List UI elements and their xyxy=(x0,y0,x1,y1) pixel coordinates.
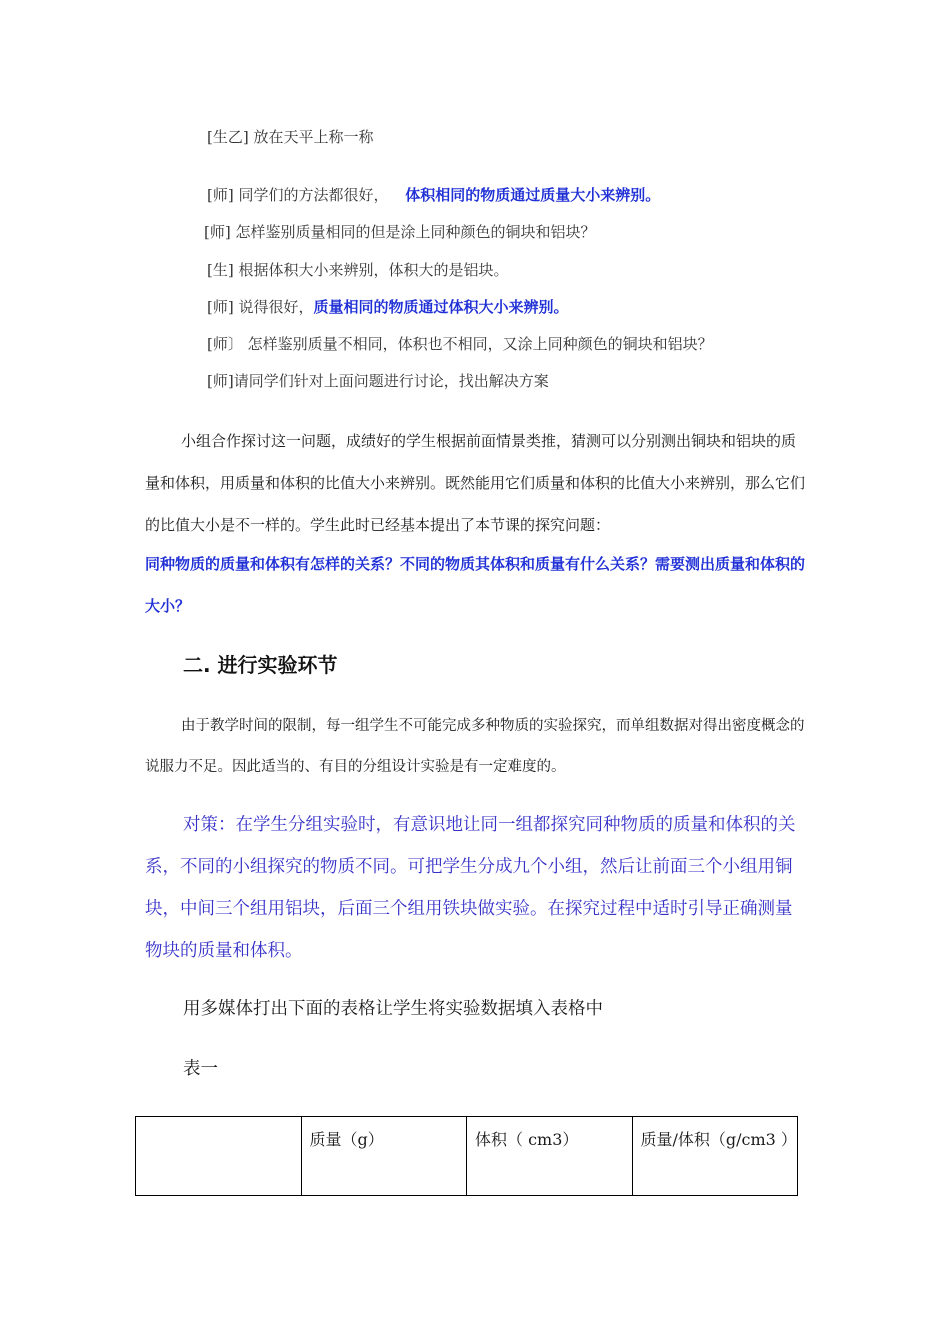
speaker-label: [师〕 xyxy=(207,335,243,353)
dialogue-highlight: 体积相同的物质通过质量大小来辨别。 xyxy=(405,186,661,204)
dialogue-text: 放在天平上称一称 xyxy=(248,128,374,146)
dialogue-text: 说得很好， xyxy=(233,298,314,316)
speaker-label: [师] xyxy=(207,298,234,316)
data-table xyxy=(135,1116,798,1196)
table-header-cell xyxy=(136,1117,302,1196)
strategy-paragraph xyxy=(145,804,805,972)
dialogue-line-7 xyxy=(207,371,549,391)
table-caption: 表一 xyxy=(183,1059,218,1079)
research-question: 同种物质的质量和体积有怎样的关系？不同的物质其体积和质量有什么关系？需要测出质量和体积的大小？ xyxy=(145,555,806,615)
dialogue-text: 同学们的方法都很好， xyxy=(233,186,389,204)
dialogue-line-3 xyxy=(204,222,596,242)
dialogue-line-4 xyxy=(207,260,509,280)
section-heading: 二. 进行实验环节 xyxy=(183,653,338,677)
dialogue-line-1 xyxy=(207,127,374,147)
strategy-text: 对策：在学生分组实验时，有意识地让同一组都探究同种物质的质量和体积的关系，不同的小组探究的物质不同。可把学生分成九个小组，然后让前面三个小组用铜块，中间三个组用铝块，后面三个组用铁块做实验。在探究过程中适时引导正确测量物块的质量和体积。 xyxy=(145,815,796,961)
limitation-text: 由于教学时间的限制，每一组学生不可能完成多种物质的实验探究，而单组数据对得出密度概念的说服力不足。因此适当的、有目的分组设计实验是有一定难度的。 xyxy=(145,718,805,775)
table-header-cell: 体积（ cm3） xyxy=(467,1117,633,1196)
instruction-text: 用多媒体打出下面的表格让学生将实验数据填入表格中 xyxy=(183,999,603,1019)
dialogue-text: 怎样鉴别质量不相同，体积也不相同，又涂上同种颜色的铜块和铝块？ xyxy=(242,335,713,353)
speaker-label: [师] xyxy=(207,372,234,390)
speaker-label: [生] xyxy=(207,261,234,279)
discussion-text: 小组合作探讨这一问题，成绩好的学生根据前面情景类推，猜测可以分别测出铜块和铝块的质量和体积，用质量和体积的比值大小来辨别。既然能用它们质量和体积的比值大小来辨别，那么它们的比值大小是不一样的。学生此时已经基本提出了本节课的探究问题： xyxy=(145,432,806,534)
dialogue-line-2 xyxy=(207,185,660,205)
table-header-row xyxy=(136,1117,798,1196)
speaker-label: [生乙] xyxy=(207,128,249,146)
speaker-label: [师] xyxy=(207,186,234,204)
table-header-cell: 质量/体积（g/cm3 ） xyxy=(632,1117,798,1196)
limitation-paragraph xyxy=(145,706,805,788)
dialogue-text: 请同学们针对上面问题进行讨论，找出解决方案 xyxy=(233,372,549,390)
speaker-label: [师] xyxy=(204,223,231,241)
table-header-cell: 质量（g） xyxy=(301,1117,467,1196)
dialogue-highlight: 质量相同的物质通过体积大小来辨别。 xyxy=(313,298,569,316)
dialogue-text: 怎样鉴别质量相同的但是涂上同种颜色的铜块和铝块？ xyxy=(230,223,596,241)
dialogue-line-6 xyxy=(207,334,713,354)
discussion-paragraph xyxy=(145,420,805,546)
dialogue-line-5 xyxy=(207,297,569,317)
dialogue-text: 根据体积大小来辨别，体积大的是铝块。 xyxy=(233,261,509,279)
